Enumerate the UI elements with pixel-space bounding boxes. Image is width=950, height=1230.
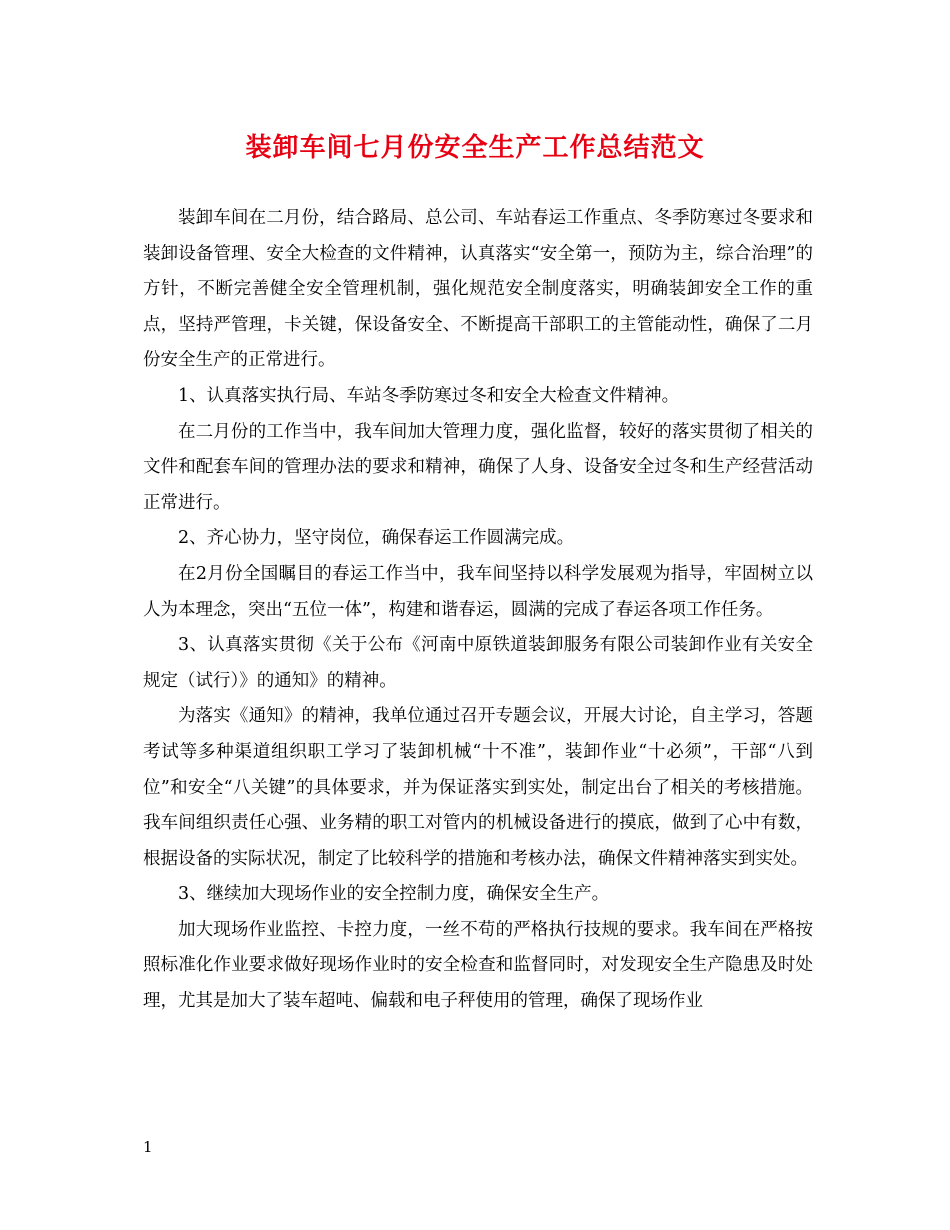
page-number: 1 [143, 1138, 153, 1156]
paragraph-section-1: 在二月份的工作当中，我车间加大管理力度，强化监督，较好的落实贯彻了相关的文件和配套车间的管理办法的要求和精神，确保了人身、设备安全过冬和生产经营活动正常进行。 [143, 421, 813, 513]
paragraph-section-2: 在2月份全国瞩目的春运工作当中，我车间坚持以科学发展观为指导，牢固树立以人为本理念，突出“五位一体”，构建和谐春运，圆满的完成了春运各项工作任务。 [143, 563, 813, 620]
section-heading-2: 2、齐心协力，坚守岗位，确保春运工作圆满完成。 [178, 528, 575, 549]
section-heading-4: 3、继续加大现场作业的安全控制力度，确保安全生产。 [178, 884, 610, 905]
section-heading-3: 3、认真落实贯彻《关于公布《河南中原铁道装卸服务有限公司装卸作业有关安全规定（试行）》的通知》的精神。 [143, 635, 813, 691]
document-body [143, 201, 813, 1020]
document-title: 装卸车间七月份安全生产工作总结范文 [245, 133, 705, 163]
section-heading-1: 1、认真落实执行局、车站冬季防寒过冬和安全大检查文件精神。 [178, 385, 680, 406]
paragraph-intro: 装卸车间在二月份，结合路局、总公司、车站春运工作重点、冬季防寒过冬要求和装卸设备管理、安全大检查的文件精神，认真落实“安全第一，预防为主，综合治理”的方针，不断完善健全安全管理机制，强化规范安全制度落实，明确装卸安全工作的重点，坚持严管理，卡关键，保设备安全、不断提高干部职工的主管能动性，确保了二月份安全生产的正常进行。 [143, 208, 813, 371]
paragraph-section-4: 加大现场作业监控、卡控力度，一丝不苟的严格执行技规的要求。我车间在严格按照标准化作业要求做好现场作业时的安全检查和监督同时，对发现安全生产隐患及时处理，尤其是加大了装车超吨、偏载和电子秤使用的管理，确保了现场作业 [143, 919, 813, 1012]
paragraph-section-3: 为落实《通知》的精神，我单位通过召开专题会议，开展大讨论，自主学习，答题考试等多种渠道组织职工学习了装卸机械“十不准”，装卸作业“十必须”，干部“八到位”和安全“八关键”的具体要求，并为保证落实到实处，制定出台了相关的考核措施。我车间组织责任心强、业务精的职工对管内的机械设备进行的摸底，做到了心中有数，根据设备的实际状况，制定了比较科学的措施和考核办法，确保文件精神落实到实处。 [143, 706, 813, 869]
